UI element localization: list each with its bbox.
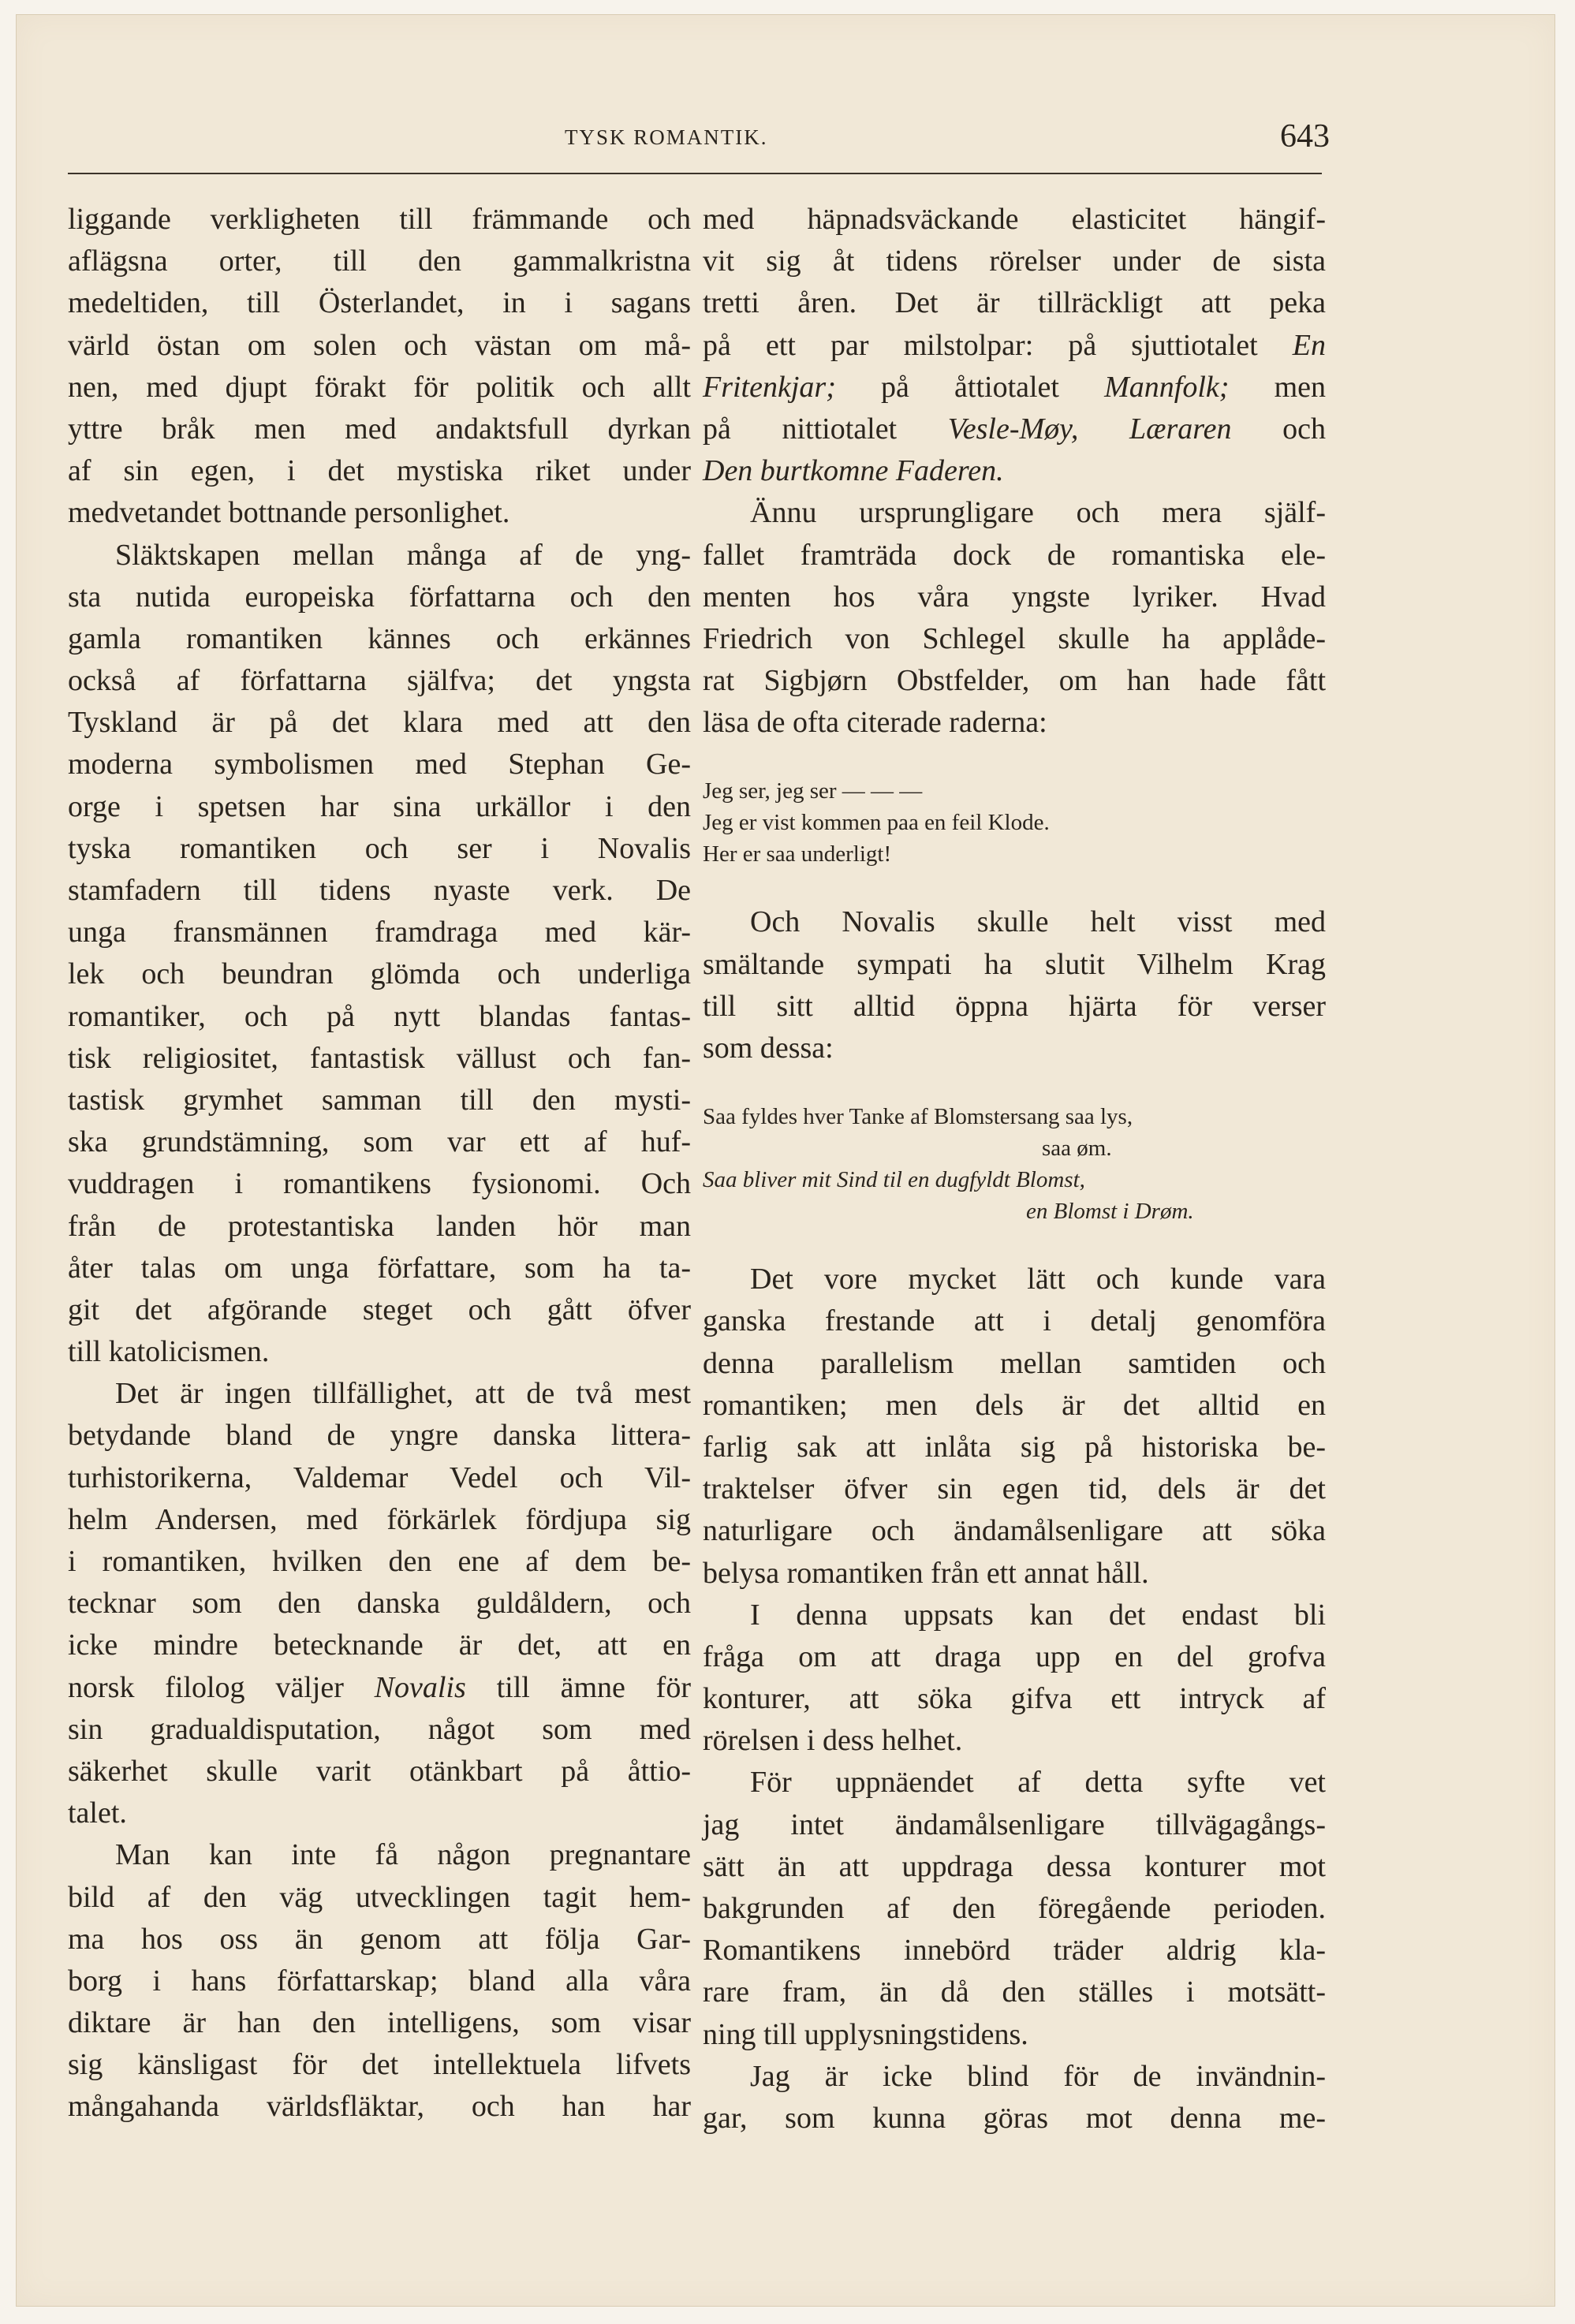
text-line: unga fransmännen framdraga med kär- (68, 916, 691, 949)
text-line: aflägsna orter, till den gammalkristna (68, 244, 691, 278)
text-line: rat Sigbjørn Obstfelder, om han hade fått (703, 664, 1326, 698)
italic-title: Novalis (374, 1670, 466, 1704)
text-line: naturligare och ändamålsenligare att söka (703, 1514, 1326, 1548)
text-segment: på nittiotalet (703, 412, 898, 446)
text-line: tastisk grymhet samman till den mysti- (68, 1083, 691, 1117)
text-line: värld östan om solen och västan om må- (68, 328, 691, 362)
text-line: belysa romantiken från ett annat håll. (703, 1556, 1149, 1590)
text-line: liggande verkligheten till främmande och (68, 203, 691, 236)
text-line: Och Novalis skulle helt visst med (750, 905, 1326, 939)
text-line: ska grundstämning, som var ett af huf- (68, 1125, 691, 1159)
text-line: farlig sak att inlåta sig på historiska be- (703, 1430, 1326, 1464)
text-line: stamfadern till tidens nyaste verk. De (68, 874, 691, 907)
text-line: moderna symbolismen med Stephan Ge- (68, 748, 691, 782)
text-line: medvetandet bottnande personlighet. (68, 496, 510, 530)
text-line: lek och beundran glömda och underliga (68, 957, 691, 991)
text-line: För uppnäendet af detta syfte vet (750, 1766, 1326, 1800)
text-line: af sin egen, i det mystiska riket under (68, 454, 691, 488)
text-segment: på ett par milstolpar: på sjuttiotalet (703, 328, 1258, 362)
text-line: romantiker, och på nytt blandas fantas- (68, 999, 691, 1033)
text-line: helm Andersen, med förkärlek fördjupa sig (68, 1502, 691, 1536)
italic-title: Mannfolk; (1104, 370, 1230, 404)
spacer (703, 1227, 1326, 1259)
poem-line: Jeg er vist kommen paa en feil Klode. (703, 810, 1050, 836)
text-line: läsa de ofta citerade raderna: (703, 706, 1047, 740)
text-line: tretti åren. Det är tillräckligt att peka (703, 286, 1326, 320)
text-line: medeltiden, till Österlandet, in i sagans (68, 286, 691, 320)
text-segment: på åttiotalet (881, 370, 1059, 404)
text-segment: men (1274, 370, 1327, 404)
text-line: ganska frestande att i detalj genomföra (703, 1304, 1326, 1338)
poem-line: en Blomst i Drøm. (1026, 1199, 1194, 1225)
text-line: ma hos oss än genom att följa Gar- (68, 1922, 691, 1956)
text-line: git det afgörande steget och gått öfver (68, 1293, 691, 1326)
text-line: med häpnadsväckande elasticitet hängif- (703, 203, 1326, 236)
text-line: också af författarna själfva; det yngsta (68, 664, 691, 698)
right-column (703, 199, 1326, 2139)
italic-title: Fritenkjar; (703, 370, 836, 404)
running-head: TYSK ROMANTIK. (565, 125, 768, 149)
text-line: traktelser öfver sin egen tid, dels är det (703, 1472, 1326, 1506)
poem-quote-krag (703, 1101, 1326, 1227)
italic-title-line: Den burtkomne Faderen. (703, 454, 1004, 488)
text-line: icke mindre betecknande är det, att en (68, 1628, 691, 1662)
text-line: denna parallelism mellan samtiden och (703, 1346, 1326, 1380)
text-line: sig känsligast för det intellektuela lifvets (68, 2048, 691, 2082)
text-line: Släktskapen mellan många af de yng- (115, 538, 691, 572)
text-line: nen, med djupt förakt för politik och allt (68, 370, 691, 404)
text-line: yttre bråk men med andaktsfull dyrkan (68, 412, 691, 446)
text-line: orge i spetsen har sina urkällor i den (68, 789, 691, 823)
text-line: säkerhet skulle varit otänkbart på åttio- (68, 1754, 691, 1788)
italic-title: Vesle-Møy, (947, 412, 1079, 446)
poem-line: Her er saa underligt! (703, 841, 892, 867)
text-line: Det är ingen tillfällighet, att de två mest (115, 1377, 691, 1411)
text-line: som dessa: (703, 1031, 834, 1065)
text-line: fråga om att draga upp en del grofva (703, 1639, 1326, 1673)
text-line: sätt än att uppdraga dessa konturer mot (703, 1849, 1326, 1883)
text-line: Romantikens innebörd träder aldrig kla- (703, 1934, 1326, 1968)
text-line: konturer, att söka gifva ett intryck af (703, 1682, 1326, 1716)
text-line: bakgrunden af den föregående perioden. (703, 1892, 1326, 1925)
text-line: betydande bland de yngre danska littera- (68, 1419, 691, 1453)
spacer (703, 870, 1326, 901)
poem-line: saa øm. (1042, 1136, 1112, 1162)
page-header (68, 118, 1330, 174)
text-line: fallet framträda dock de romantiska ele- (703, 538, 1326, 572)
text-line: romantiken; men dels är det alltid en (703, 1388, 1326, 1422)
text-line: gamla romantiken kännes och erkännes (68, 621, 691, 655)
text-line: jag intet ändamålsenligare tillvägagångs- (703, 1807, 1326, 1841)
text-line-with-italic (703, 367, 1326, 408)
text-line: bild af den väg utvecklingen tagit hem- (68, 1880, 691, 1914)
text-line: åter talas om unga författare, som ha ta- (68, 1251, 691, 1285)
text-line: Ännu ursprungligare och mera själf- (750, 496, 1326, 530)
left-column (68, 199, 691, 2128)
poem-line: Saa fyldes hver Tanke af Blomstersang saa lys, (703, 1104, 1133, 1130)
text-line: vuddragen i romantikens fysionomi. Och (68, 1167, 691, 1201)
text-line: till sitt alltid öppna hjärta för verser (703, 989, 1326, 1023)
text-line: borg i hans författarskap; bland alla våra (68, 1964, 691, 1998)
text-line: till katolicismen. (68, 1335, 270, 1369)
text-line: tyska romantiken och ser i Novalis (68, 831, 691, 865)
text-line: smältande sympati ha slutit Vilhelm Krag (703, 947, 1326, 981)
text-line: från de protestantiska landen hör man (68, 1209, 691, 1243)
text-line: sta nutida europeiska författarna och den (68, 580, 691, 614)
text-segment: norsk filolog väljer (68, 1670, 344, 1704)
text-line: I denna uppsats kan det endast bli (750, 1598, 1326, 1632)
spacer (703, 744, 1326, 775)
text-line: turhistorikerna, Valdemar Vedel och Vil- (68, 1460, 691, 1494)
text-line: tecknar som den danska guldåldern, och (68, 1587, 691, 1621)
text-line-with-italic (703, 325, 1326, 367)
text-line-with-italic (68, 1667, 691, 1709)
page-number: 643 (1280, 118, 1330, 155)
spacer (703, 1069, 1326, 1101)
italic-title: En (1292, 328, 1326, 362)
text-line: rare fram, än då den ställes i motsätt- (703, 1975, 1326, 2009)
text-line: gar, som kunna göras mot denna me- (703, 2101, 1326, 2135)
poem-line: Saa bliver mit Sind til en dugfyldt Blomst, (703, 1167, 1085, 1193)
text-line: rörelsen i dess helhet. (703, 1724, 963, 1758)
text-segment: och (1282, 412, 1326, 446)
text-segment: till ämne för (496, 1670, 691, 1704)
text-line: Man kan inte få någon pregnantare (115, 1838, 691, 1872)
text-line: i romantiken, hvilken den ene af dem be- (68, 1545, 691, 1578)
text-line: Friedrich von Schlegel skulle ha applåde- (703, 621, 1326, 655)
text-line: talet. (68, 1796, 127, 1830)
text-line-with-italic (703, 408, 1326, 450)
text-line: Tyskland är på det klara med att den (68, 706, 691, 740)
text-line: tisk religiositet, fantastisk vällust och fan- (68, 1041, 691, 1075)
poem-line: Jeg ser, jeg ser — — — (703, 778, 923, 804)
italic-title: Læraren (1129, 412, 1232, 446)
text-line: diktare är han den intelligens, som visar (68, 2006, 691, 2040)
book-page (16, 14, 1555, 2307)
text-line: Det vore mycket lätt och kunde vara (750, 1263, 1326, 1296)
text-line: vit sig åt tidens rörelser under de sista (703, 244, 1326, 278)
text-line: mångahanda världsfläktar, och han har (68, 2090, 691, 2124)
poem-quote-obstfelder (703, 775, 1326, 870)
text-line: Jag är icke blind för de invändnin- (750, 2059, 1326, 2093)
text-line: sin gradualdisputation, något som med (68, 1712, 691, 1746)
text-line: ning till upplysningstidens. (703, 2017, 1028, 2051)
text-line: menten hos våra yngste lyriker. Hvad (703, 580, 1326, 614)
